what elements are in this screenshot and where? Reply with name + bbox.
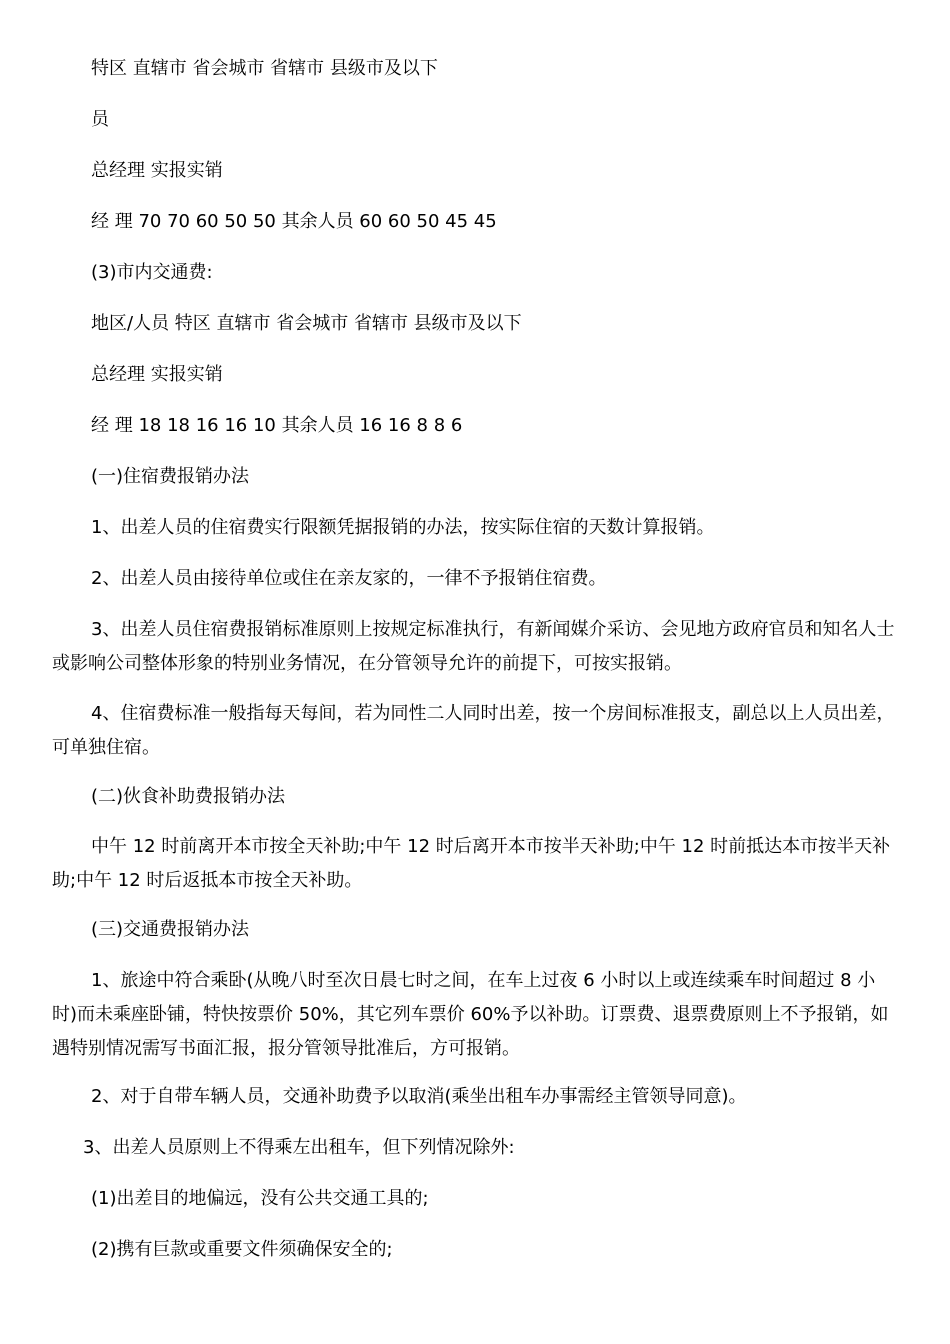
paragraph: 经 理 70 70 60 50 50 其余人员 60 60 50 45 45 (91, 211, 497, 232)
paragraph: 1、出差人员的住宿费实行限额凭据报销的办法，按实际住宿的天数计算报销。 (91, 517, 715, 538)
paragraph: 地区/人员 特区 直辖市 省会城市 省辖市 县级市及以下 (91, 313, 522, 334)
section-heading: (二)伙食补助费报销办法 (91, 786, 286, 807)
paragraph: 总经理 实报实销 (91, 160, 223, 181)
paragraph: 员 (91, 109, 109, 130)
paragraph: (1)出差目的地偏远，没有公共交通工具的; (91, 1188, 429, 1209)
paragraph: 中午 12 时前离开本市按全天补助;中午 12 时后离开本市按半天补助;中午 12 时前抵达本市按半天补助;中午 12 时后返抵本市按全天补助。 (52, 836, 891, 891)
paragraph: (2)携有巨款或重要文件须确保安全的; (91, 1239, 393, 1260)
section-heading: (一)住宿费报销办法 (91, 466, 250, 487)
paragraph: 3、出差人员原则上不得乘左出租车，但下列情况除外: (83, 1137, 515, 1158)
paragraph: 总经理 实报实销 (91, 364, 223, 385)
section-heading: (三)交通费报销办法 (91, 919, 250, 940)
paragraph: 4、住宿费标准一般指每天每间，若为同性二人同时出差，按一个房间标准报支，副总以上人员出差，可单独住宿。 (52, 703, 895, 758)
paragraph: 3、出差人员住宿费报销标准原则上按规定标准执行，有新闻媒介采访、会见地方政府官员和知名人士或影响公司整体形象的特别业务情况，在分管领导允许的前提下，可按实报销。 (52, 619, 895, 674)
paragraph: 2、出差人员由接待单位或住在亲友家的，一律不予报销住宿费。 (91, 568, 607, 589)
paragraph: 经 理 18 18 16 16 10 其余人员 16 16 8 8 6 (91, 415, 463, 436)
paragraph: 1、旅途中符合乘卧(从晚八时至次日晨七时之间，在车上过夜 6 小时以上或连续乘车时间超过 8 小时)而未乘座卧铺，特快按票价 50%，其它列车票价 60%予以补助。订票费、退票费原则上不予报销，如遇特别情况需写书面汇报，报分管领导批准后，方可报销。 (52, 970, 889, 1059)
paragraph: (3)市内交通费: (91, 262, 213, 283)
paragraph: 2、对于自带车辆人员，交通补助费予以取消(乘坐出租车办事需经主管领导同意)。 (91, 1086, 747, 1107)
paragraph: 特区 直辖市 省会城市 省辖市 县级市及以下 (91, 58, 438, 79)
